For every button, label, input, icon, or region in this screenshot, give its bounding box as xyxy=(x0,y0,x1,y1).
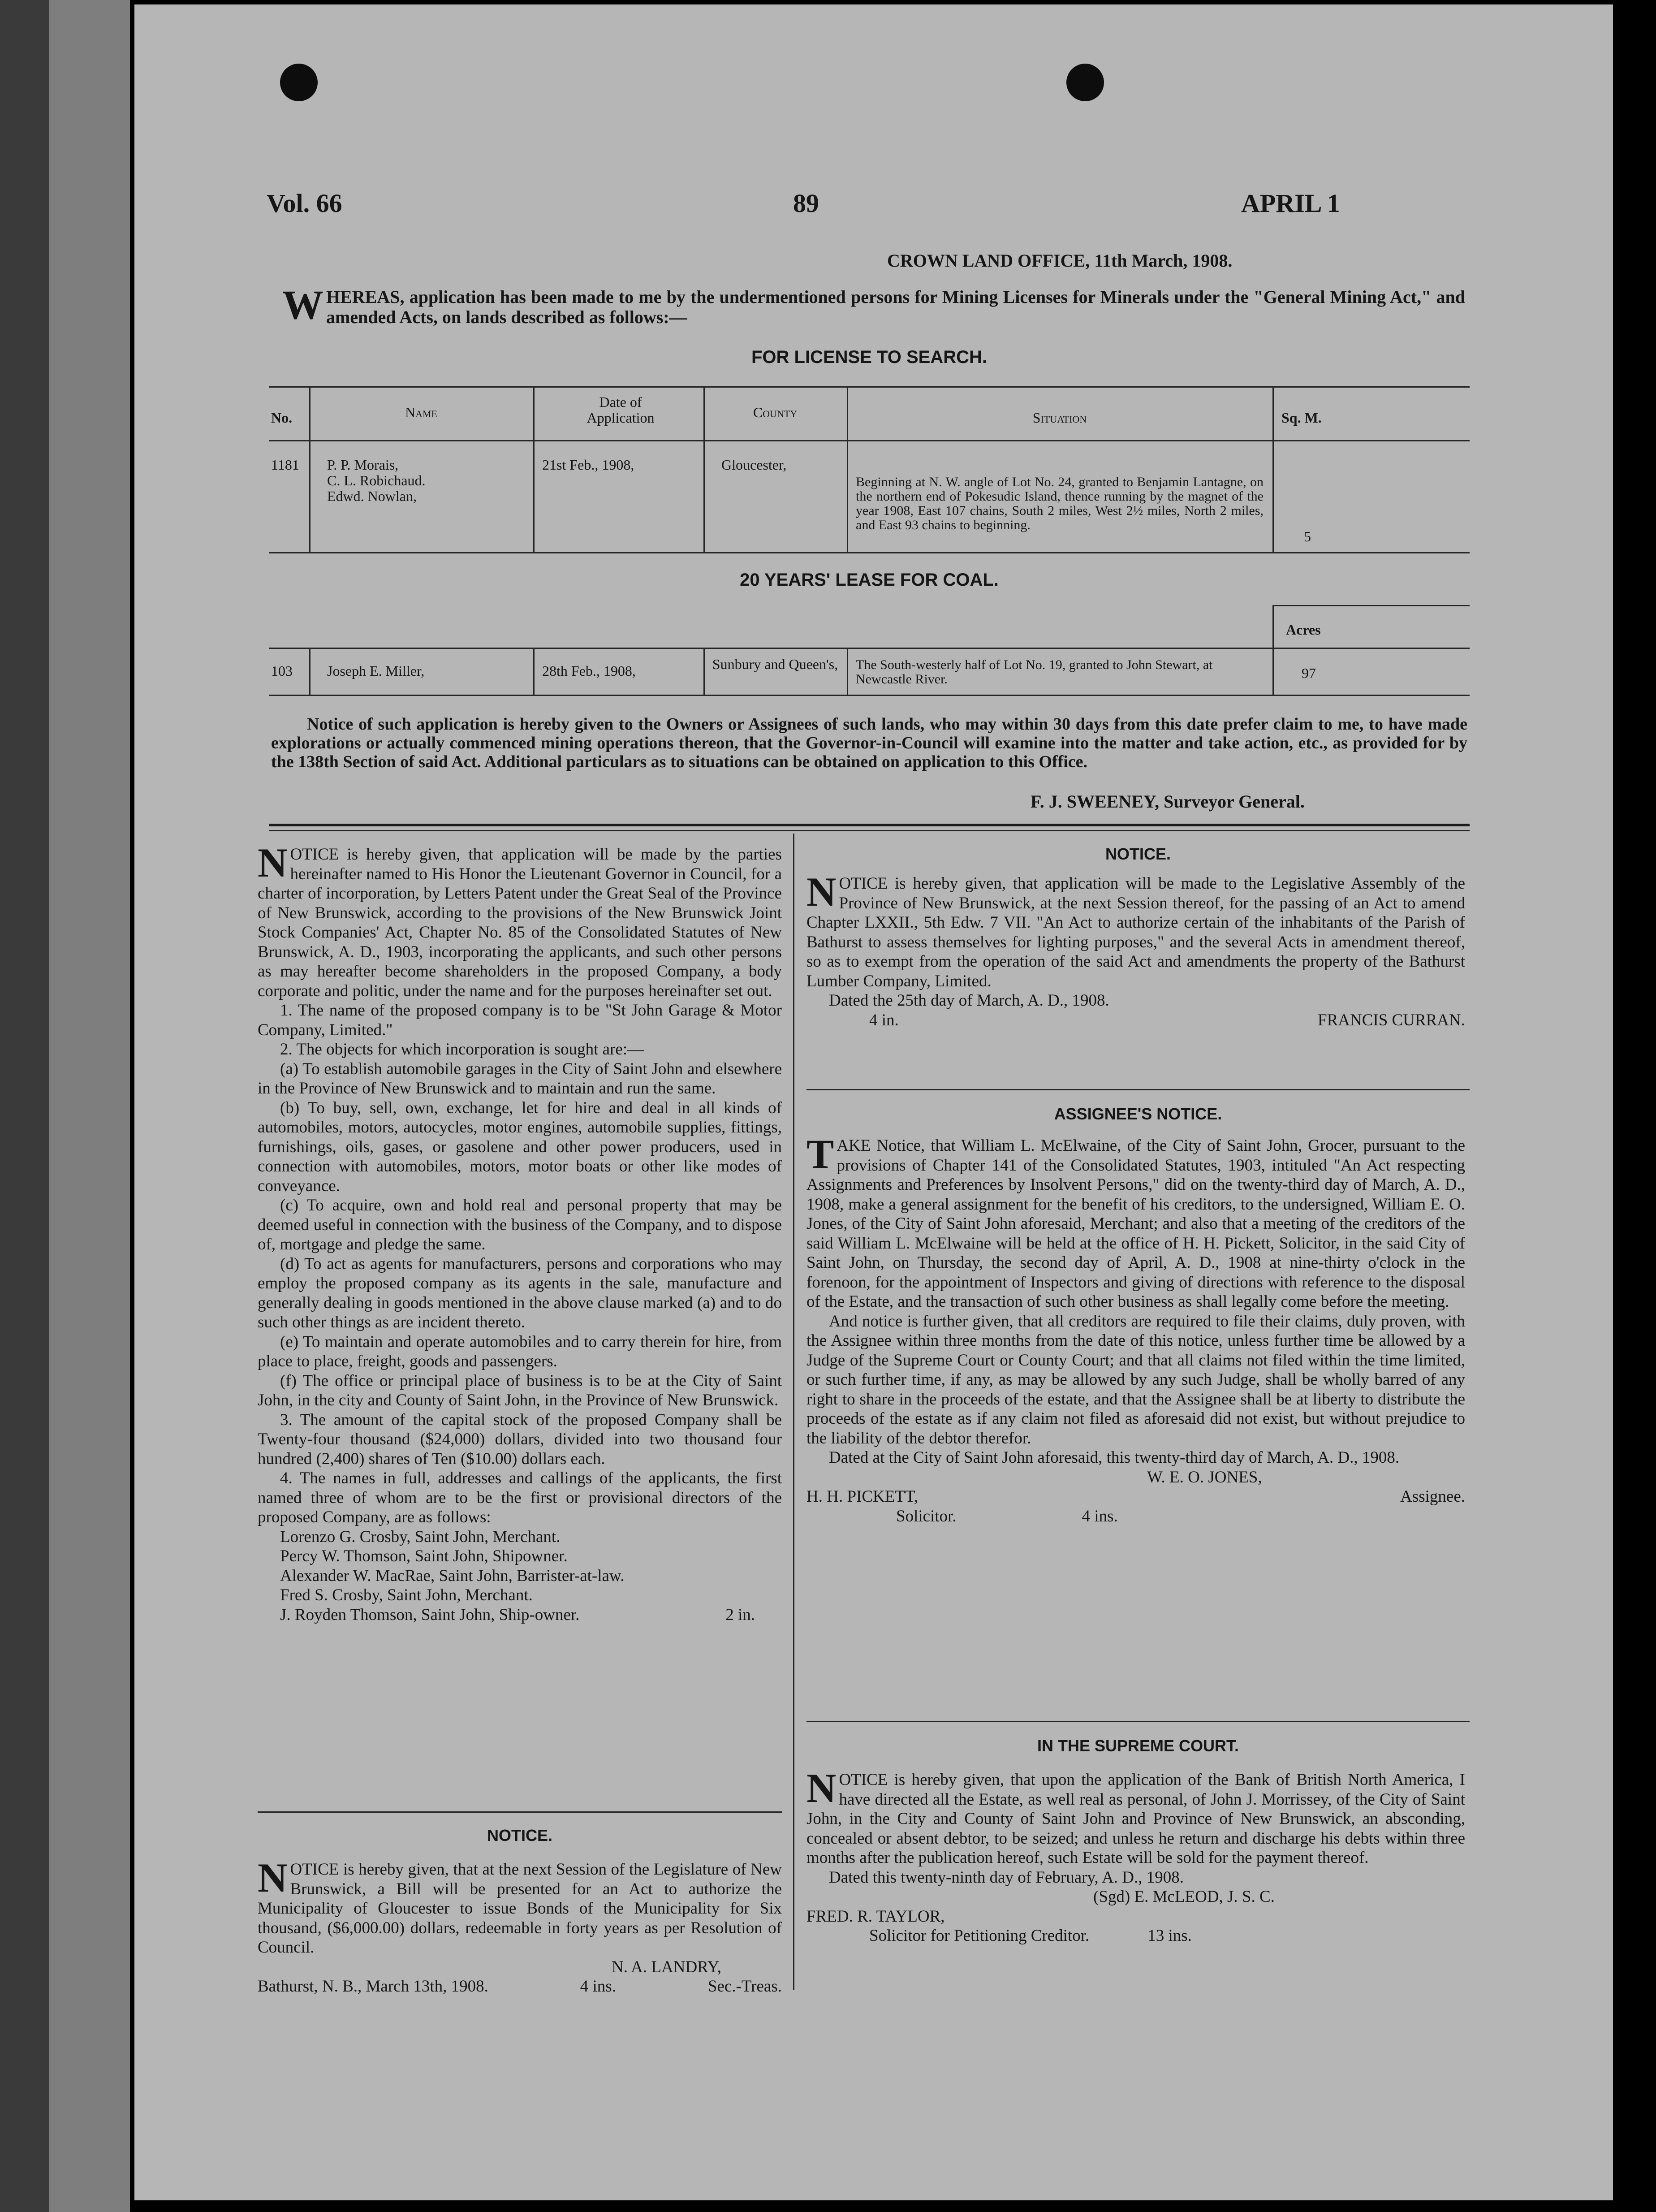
coal-acres: 97 xyxy=(1302,665,1316,681)
garage-p4: 4. The names in full, addresses and callings of the applicants, the first named three of whom are to be the first or provisional directors of the proposed Company, are as follows: xyxy=(258,1469,782,1526)
solicitor-title: Solicitor for Petitioning Creditor. xyxy=(869,1927,1090,1945)
supreme-solicitor-line xyxy=(806,1926,1465,1946)
signer-title: Assignee. xyxy=(1400,1487,1465,1506)
garage-p3: 3. The amount of the capital stock of the proposed Company shall be Twenty-four thousand ($24,000) dollars, divided into two thousand four hundred (2,400) shares of Ten ($10.00) dollars each. xyxy=(258,1410,782,1468)
applicant-name: J. Royden Thomson, Saint John, Ship-owner. xyxy=(280,1605,580,1624)
table-rule xyxy=(269,440,1470,441)
insertions: 4 in. xyxy=(869,1011,899,1029)
crown-notice: Notice of such application is hereby given to the Owners or Assignees of such lands, who may within 30 days from this date prefer claim to me, to have made explorations or actually commenced mining operations thereon, that the Governor-in-Council will examine into the matter and take action, etc., as provided for by the 138th Section of said Act. Additional particulars as to situations can be obtained on application to this Office. xyxy=(271,715,1467,771)
applicant-line: Percy W. Thomson, Saint John, Shipowner. xyxy=(280,1547,568,1565)
col-county: County xyxy=(753,404,798,420)
issue-date: APRIL 1 xyxy=(1241,189,1340,218)
table-rule xyxy=(847,386,848,552)
notice-rule xyxy=(806,1089,1470,1090)
table-rule xyxy=(703,386,705,552)
applicant-line: Alexander W. MacRae, Saint John, Barrister-at-law. xyxy=(280,1566,625,1585)
dropcap: T xyxy=(806,1131,834,1177)
supreme-dated: Dated this twenty-ninth day of February, A. D., 1908. xyxy=(829,1868,1184,1887)
page-number: 89 xyxy=(793,189,819,218)
insertions: 2 in. xyxy=(725,1605,755,1624)
bathurst-body xyxy=(806,869,1465,991)
bathurst-body-text: OTICE is hereby given, that application will be made to the Legislative Assembly of the Province of New Brunswick, at the next Session thereof, for the passing of an Act to amend Chapter LXXII., 5th Edw. 7 VII. "An Act to authorize certain of the inhabitants of the Parish of Bathurst to assess themselves for lighting purposes," and the several Acts in amendment thereof, so as to exempt from the operation of the said Act and amendments the property of the Bathurst Lumber Company, Limited. xyxy=(806,874,1465,990)
gloucester-footer xyxy=(258,1977,782,1996)
col-situation: Situation xyxy=(1032,410,1087,426)
supreme-signer: (Sgd) E. McLEOD, J. S. C. xyxy=(1093,1888,1275,1906)
supreme-body-text: OTICE is hereby given, that upon the application of the Bank of British North America, I have directed all the Estate, as well real as personal, of John J. Morrissey, of the City of Saint John, in the City and County of Saint John and Province of New Brunswick, an absconding, concealed or absent debtor, to be seized; and unless he return and discharge his debts within three months after the publication hereof, such Estate will be sold for the payment thereof. xyxy=(806,1771,1465,1867)
table-rule xyxy=(269,695,1470,696)
applicant-line: Fred S. Crosby, Saint John, Merchant. xyxy=(280,1586,533,1604)
garage-pd: (d) To act as agents for manufacturers, persons and corporations who may employ the proposed company as its agents in the sale, manufacture and generally dealing in goods mentioned in the above clause marked (a) and to do such other things as are incident thereto. xyxy=(258,1254,782,1331)
notice-rule xyxy=(258,1811,782,1813)
search-date: 21st Feb., 1908, xyxy=(542,457,634,473)
gloucester-heading: NOTICE. xyxy=(487,1826,552,1845)
notice-rule xyxy=(806,1721,1470,1722)
assignee-body xyxy=(806,1131,1465,1312)
table-rule xyxy=(847,648,848,695)
bathurst-heading: NOTICE. xyxy=(1105,845,1171,863)
garage-notice xyxy=(258,840,782,1624)
bathurst-footer xyxy=(806,1011,1465,1030)
garage-pc: (c) To acquire, own and hold real and personal property that may be deemed useful in connection with the business of the Company, and to dispose of, mortgage and pledge the same. xyxy=(258,1196,782,1253)
supreme-body xyxy=(806,1765,1465,1868)
assignee-notice xyxy=(806,1131,1465,1526)
section-rule xyxy=(269,824,1470,826)
col-sqm: Sq. M. xyxy=(1281,410,1322,426)
place-date: Bathurst, N. B., March 13th, 1908. xyxy=(258,1977,488,1996)
garage-intro-text: OTICE is hereby given, that application will be made by the parties hereinafter named to His Honor the Lieutenant Governor in Council, for a charter of incorporation, by Letters Patent under the Great Seal of the Province of New Brunswick, according to the provisions of the New Brunswick Joint Stock Companies' Act, Chapter No. 85 of the Consolidated Statutes of New Brunswick, A. D., 1903, incorporating the applicants, and such other persons as may hereafter become shareholders in the proposed Company, a body corporate and politic, under the name and for the purposes hereinafter set out. xyxy=(258,845,782,1000)
garage-p2: 2. The objects for which incorporation is sought are:— xyxy=(280,1040,644,1058)
table-rule xyxy=(269,386,1470,388)
crown-intro xyxy=(282,282,1465,328)
coal-heading: 20 YEARS' LEASE FOR COAL. xyxy=(740,570,999,590)
volume-label: Vol. 66 xyxy=(267,189,342,218)
assignee-solicitor-line xyxy=(806,1507,1465,1526)
crown-signature: F. J. SWEENEY, Surveyor General. xyxy=(1031,791,1305,812)
coal-situation: The South-westerly half of Lot No. 19, granted to John Stewart, at Newcastle River. xyxy=(856,657,1213,687)
garage-pb: (b) To buy, sell, own, exchange, let for hire and deal in all kinds of automobiles, motors, autocycles, motor engines, automobile supplies, fittings, furnishings, oils, gases, or gasolene and other power producers, used in connection with automobiles, motors, motor boats or other like modes of conveyance. xyxy=(258,1098,782,1195)
applicant-name: P. P. Morais, xyxy=(327,457,399,473)
applicant-line-last xyxy=(258,1605,782,1625)
punch-hole xyxy=(1066,64,1104,101)
table-rule xyxy=(269,648,1470,649)
insertions: 13 ins. xyxy=(1147,1927,1192,1945)
applicant-name: C. L. Robichaud. xyxy=(327,472,426,488)
col-name: Name xyxy=(405,404,437,420)
solicitor-title: Solicitor. xyxy=(896,1507,957,1525)
gloucester-signer: N. A. LANDRY, xyxy=(612,1957,721,1976)
assignee-heading: ASSIGNEE'S NOTICE. xyxy=(1054,1105,1222,1123)
supreme-solicitor: FRED. R. TAYLOR, xyxy=(806,1907,945,1926)
punch-hole xyxy=(280,64,318,101)
dropcap: N xyxy=(806,1765,837,1811)
assignee-signer: W. E. O. JONES, xyxy=(1147,1468,1262,1486)
search-sqm: 5 xyxy=(1304,528,1311,544)
coal-county: Sunbury and Queen's, xyxy=(712,656,838,672)
signer-title: Sec.-Treas. xyxy=(707,1977,782,1996)
dropcap: W xyxy=(282,282,323,328)
garage-pe: (e) To maintain and operate automobiles and to carry therein for hire, from place to place, freight, goods and passengers. xyxy=(258,1332,782,1370)
garage-intro xyxy=(258,840,782,1001)
gloucester-body-text: OTICE is hereby given, that at the next Session of the Legislature of New Brunswick, a Bill will be presented for an Act to authorize the Municipality of Gloucester to issue Bonds of the Municipality for Six thousand, ($6,000.00) dollars, redeemable in forty years as per Resolution of Council. xyxy=(258,1860,782,1957)
search-names xyxy=(327,457,529,504)
dropcap: N xyxy=(258,1855,288,1901)
table-rule xyxy=(703,648,705,695)
insertions: 4 ins. xyxy=(580,1977,616,1996)
coal-no: 103 xyxy=(271,663,293,679)
gloucester-notice xyxy=(258,1855,782,1996)
coal-date: 28th Feb., 1908, xyxy=(542,663,636,679)
gazette-page xyxy=(134,4,1613,2200)
column-divider xyxy=(793,834,794,1990)
table-rule xyxy=(1272,386,1274,552)
assignee-body-text: AKE Notice, that William L. McElwaine, of the City of Saint John, Grocer, pursuant to the provisions of Chapter 141 of the Consolidated Statutes, 1903, intituled "An Act respecting Assignments and Preferences by Insolvent Persons," did on the twenty-third day of March, A. D., 1908, make a general assignment for the benefit of his creditors, to the undersigned, William E. O. Jones, of the City of Saint John aforesaid, Merchant; and also that a meeting of the creditors of the said William L. McElwaine will be held at the office of H. H. Pickett, Solicitor, in the said City of Saint John, on Thursday, the second day of April, A. D., 1908 at nine-thirty o'clock in the forenoon, for the appointment of Inspectors and giving of directions with reference to the disposal of the Estate, and the transaction of such other business as shall legally come before the meeting. xyxy=(806,1136,1465,1311)
applicant-name: Edwd. Nowlan, xyxy=(327,488,417,504)
table-rule xyxy=(1272,605,1470,606)
garage-p1: 1. The name of the proposed company is to be "St John Garage & Motor Company, Limited." xyxy=(258,1001,782,1039)
supreme-notice xyxy=(806,1765,1465,1946)
col-no: No. xyxy=(271,410,293,426)
table-rule xyxy=(1272,605,1274,695)
gloucester-body xyxy=(258,1855,782,1957)
assignee-body2: And notice is further given, that all creditors are required to file their claims, duly proven, with the Assignee within three months from the date of this notice, unless further time be allowed by a Judge of the Supreme Court or County Court; and that all claims not filed within the time limited, or such further time, if any, as may be allowed by any such Judge, shall be wholly barred of any right to share in the proceeds of the estate, and that the Assignee shall be at liberty to distribute the proceeds of the estate as if any claim not filed as aforesaid did not exist, but without prejudice to the liability of the debtor therefor. xyxy=(806,1312,1465,1447)
table-rule xyxy=(269,552,1470,553)
supreme-heading: IN THE SUPREME COURT. xyxy=(1037,1737,1239,1755)
table-rule xyxy=(533,648,535,695)
assignee-solicitor xyxy=(806,1487,1465,1507)
crown-intro-text: HEREAS, application has been made to me by the undermentioned persons for Mining Licenses for Minerals under the "General Mining Act," and amended Acts, on lands described as follows:— xyxy=(326,287,1465,327)
insertions: 4 ins. xyxy=(1082,1507,1118,1525)
search-heading: FOR LICENSE TO SEARCH. xyxy=(751,347,987,367)
search-no: 1181 xyxy=(271,457,299,473)
applicant-line: Lorenzo G. Crosby, Saint John, Merchant. xyxy=(280,1527,561,1546)
bathurst-dated: Dated the 25th day of March, A. D., 1908. xyxy=(829,991,1109,1010)
binding-gutter xyxy=(49,0,130,2212)
signer: FRANCIS CURRAN. xyxy=(1318,1011,1465,1029)
office-line: CROWN LAND OFFICE, 11th March, 1908. xyxy=(887,251,1233,271)
garage-pa: (a) To establish automobile garages in the City of Saint John and elsewhere in the Province of New Brunswick and to maintain and run the same. xyxy=(258,1059,782,1097)
assignee-dated: Dated at the City of Saint John aforesaid, this twenty-third day of March, A. D., 1908. xyxy=(829,1448,1400,1467)
dropcap: N xyxy=(806,869,837,915)
table-rule xyxy=(533,386,535,552)
section-rule xyxy=(269,830,1470,831)
col-date: Date of Application xyxy=(586,394,655,426)
coal-name: Joseph E. Miller, xyxy=(327,663,425,679)
search-situation: Beginning at N. W. angle of Lot No. 24, granted to Benjamin Lantagne, on the northern end of Pokesudic Island, thence running by the magnet of the year 1908, East 107 chains, South 2 miles, West 2½ miles, North 2 miles, and East 93 chains to beginning. xyxy=(856,475,1264,532)
bathurst-notice xyxy=(806,869,1465,1030)
search-county: Gloucester, xyxy=(721,457,787,473)
table-rule xyxy=(309,648,310,695)
garage-pf: (f) The office or principal place of business is to be at the City of Saint John, in the city and County of Saint John, in the Province of New Brunswick. xyxy=(258,1371,782,1409)
dropcap: N xyxy=(258,840,288,886)
table-rule xyxy=(309,386,310,552)
col-acres: Acres xyxy=(1286,622,1321,638)
solicitor: H. H. PICKETT, xyxy=(806,1487,919,1506)
binding-shadow xyxy=(0,0,49,2212)
